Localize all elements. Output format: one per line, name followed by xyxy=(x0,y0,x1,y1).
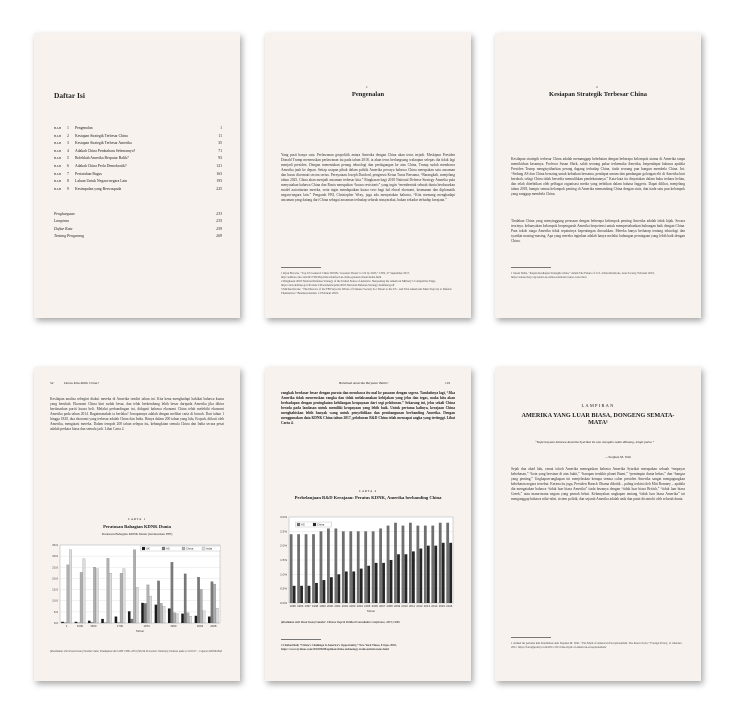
toc-bab-label: BAB xyxy=(54,171,62,176)
bar xyxy=(168,609,170,623)
x-tick-label: 2013 xyxy=(423,604,431,608)
bar xyxy=(397,554,400,603)
page-chart-4 xyxy=(265,367,471,681)
toc-chapter-title: Kesimpulan yang Berwaspada xyxy=(75,186,122,191)
toc-extra-title: Penghargaan xyxy=(54,212,75,216)
bar xyxy=(67,565,69,623)
toc-page-number: 225 xyxy=(216,186,222,191)
epigraph-quote: “Kepercayaan bahawa Amerika Syarikat itu unu mungkin salah dibuang, tetapi palsu.” xyxy=(535,440,655,444)
bar xyxy=(155,605,157,623)
legend-label: AS xyxy=(166,546,170,551)
chapter-body: Yang pasti hanya satu. Perlawanan geopolitik antara Amerika dengan China akan terus terjadi. Meskipun Presiden Donald Trump meneruskan perlawanan itu pada tahun 2018, ia akan terus berlangsung walaupun selepas dia tidak lagi menjadi presiden. Dengan menentukan perang teknologi dan perdagangan ke atas China, Trump sudah membawa Amerika jauh ke depan. Setiap ucapan pihak dalam politik Amerika percaya bahawa China merupakan satu ancaman dan harus dicermati secara serius. Pernyataan Joseph Dunford, pengerusi Ketua Turus Bersama, “Barangkali, menjelang tahun 2025, China akan menjadi ancaman terbesar kita.” Ringkasan bagi 2018 National Defense Strategy Amerika pula menyatakan bahawa China dan Rusia merupakan “kuasa revisionis” yang ingin “membentuk sebuah dunia berdasarkan model autoritarian mereka, serta ingin mendapatkan kuasa veto bagi hal ehwal ekonomi, keamanan dan diplomatik negara-negara lain.” Pengarah FBI, Christopher Wray, juga ada menyatakan bahawa, “Kita memang menghadapi ancaman yang datang dari China sebagai ancaman terhadap seluruh masyarakat, bukan sekadar terhadap kerajaan.” xyxy=(281,153,455,202)
bar xyxy=(211,582,213,623)
bar xyxy=(308,586,311,603)
toc-chapter-number: 2 xyxy=(67,133,69,138)
chart-caption: CARTA 1 xyxy=(127,517,147,521)
bar xyxy=(427,546,430,603)
bar xyxy=(390,560,393,603)
bar xyxy=(375,563,378,603)
bar xyxy=(412,551,415,603)
bar xyxy=(128,611,130,623)
x-tick-label: 2002 xyxy=(341,604,349,608)
page-appendix xyxy=(495,367,701,681)
toc-chapter-title: Kesiapan Strategik Terbesar Amerika xyxy=(75,141,132,146)
toc-entry[interactable] xyxy=(54,140,222,148)
toc-page-number: 71 xyxy=(218,148,222,153)
toc-entry[interactable] xyxy=(54,133,222,141)
toc-title: Daftar Isi xyxy=(54,91,85,100)
toc-bab-label: BAB xyxy=(54,141,62,146)
chart-legend xyxy=(296,522,332,527)
bar xyxy=(297,534,300,603)
chart-source: (disediakan oleh Pusat Insan) Sumber: Chinese Dept & Political Consultative Conference, 2015; CIRS xyxy=(281,621,400,624)
bar xyxy=(387,526,390,603)
bar xyxy=(320,531,323,603)
toc-entry[interactable] xyxy=(54,163,222,171)
y-tick-label: 25.0 xyxy=(52,565,58,570)
footnote-rule xyxy=(281,639,321,640)
bar xyxy=(330,577,333,603)
bar xyxy=(327,528,330,603)
bar xyxy=(93,567,95,623)
legend-label: UK xyxy=(146,546,150,551)
bar xyxy=(197,577,199,623)
bar xyxy=(424,526,427,603)
x-tick-label: 1950 xyxy=(170,624,177,628)
footnotes xyxy=(281,271,455,315)
appendix-title: AMERIKA YANG LUAR BIASA, DONGENG SEMATA-MATA¹ xyxy=(521,412,675,426)
toc-chapter-number: 5 xyxy=(67,156,69,161)
bar xyxy=(446,523,449,603)
toc-chapter-list xyxy=(54,125,222,193)
bar xyxy=(88,621,90,623)
x-tick-label: 2008 xyxy=(210,624,217,628)
footnote-rule xyxy=(281,267,321,268)
bar xyxy=(149,596,151,623)
toc-entry[interactable] xyxy=(54,148,222,156)
page-body: Kesilapan analisa sebegini diakui mereka di Amerika sendiri tahun ini. Kita kena menghadapi hakikat bahawa kuasa yang berubah. Ekonomi China kini sudah besar, dan telah berkembang lebih besar daripada Amerika jika dikira berdasarkan pariti kuasa beli. Melalui perbandingan ini, didapati bahawa ekonomi China telah melebihi ekonomi Amerika pada tahun 2014. Bagaimanakah ia berlaku? Jawapannya adalah dengan melihat carta di bawah. Dari tahun 1 hingga 1820, dua ekonomi yang terbesar adalah China dan India. Hanya dalam 200 tahun yang lalu, Eropah, diikuti oleh Amerika, mengatasi mereka. Dalam tempoh 200 tahun selepas itu, kebangkitan semula China dan India secara pesat adalah perkara biasa dan semula jadi. Lihat Carta 2. xyxy=(50,397,224,431)
toc-page-number: 233 xyxy=(216,212,222,216)
page-body: rangkak berdasar besar dengan purata dan membawa itu mal ke pasaran dengan segera. Tambahnya lagi, “Jika Amerika tidak meneruskan rangka dan tidak melaksanakan kebijakan yang jelas dan tegas, maka kita akan berhadapan dengan peningkatan kehilangan keupayaan dari segi pelaburan.” Sekarang ini, jelas sekali China berada pada landasan untuk memiliki keupayaan yang lebih baik. Untuk pertama kalinya, kerajaan China menghabiskan lebih banyak wang untuk penyelidikan dan pembangunan berbanding Amerika. Dengan menggunakan data KDNK China tahun 2017, pelaburan R&D China telah mencapai angka yang tertinggi. Lihat Carta 4. xyxy=(281,391,455,425)
y-tick-label: 35.0 xyxy=(52,543,58,547)
y-tick-label: 10.0 xyxy=(52,598,58,603)
chapter-number: 1 xyxy=(366,85,368,89)
y-tick-label: 2.5% xyxy=(280,529,287,534)
legend-swatch xyxy=(182,547,185,550)
toc-entry[interactable] xyxy=(54,233,222,240)
legend-label: China xyxy=(317,522,325,527)
chart-subtitle: Peratusan Bahagian KDNK Dunia (berdasarkan PPP) xyxy=(101,532,173,536)
toc-chapter-number: 7 xyxy=(67,171,69,176)
toc-page-number: 121 xyxy=(216,163,222,168)
bar xyxy=(439,523,442,603)
y-tick-label: 0.0% xyxy=(280,601,287,605)
x-tick-label: 2007 xyxy=(379,604,386,608)
toc-extra-title: Daftar Kata xyxy=(54,226,73,231)
bar xyxy=(290,534,293,603)
bar xyxy=(402,526,405,603)
gdp-share-chart xyxy=(34,537,240,637)
x-tick-label: 1870 xyxy=(143,624,150,628)
x-axis-label: Tahun xyxy=(135,629,145,633)
legend-label: China xyxy=(186,546,194,551)
bar xyxy=(131,619,133,623)
y-tick-label: 2.0% xyxy=(280,543,287,548)
bar xyxy=(357,531,360,603)
toc-page-number: 235 xyxy=(216,219,222,224)
x-tick-label: 2012 xyxy=(416,604,423,608)
toc-chapter-number: 1 xyxy=(67,126,69,130)
x-tick-label: 1996 xyxy=(297,604,304,608)
x-tick-label: 2005 xyxy=(364,604,371,608)
chapter-number: 2 xyxy=(596,85,598,89)
bar xyxy=(187,613,189,623)
page-table-of-contents xyxy=(34,33,240,318)
bar xyxy=(419,549,422,603)
bar xyxy=(300,586,303,603)
bar xyxy=(216,608,218,623)
x-tick-label: 2000 xyxy=(326,604,334,608)
x-tick-label: 1999 xyxy=(319,604,326,608)
footnote: 1 Artikel ini pertama kali diterbitkan oleh Stephen M. Walt, “The Myth of American Exceptionalism. The Inner Circle,” Foreign Policy, 11 Oktober 2011, https://foreignpolicy.com/2011/10/11/the-myth-of-american-exceptionalism/ xyxy=(511,641,682,649)
x-tick-label: 1998 xyxy=(311,604,319,608)
bar xyxy=(449,543,452,603)
page-chart-1 xyxy=(34,367,240,681)
chart-title: Peratusan Bahagian KDNK Dunia xyxy=(103,524,171,529)
toc-page-number: 163 xyxy=(216,171,222,176)
y-tick-label: 20.0 xyxy=(52,576,58,581)
bar xyxy=(394,523,397,603)
toc-entry[interactable] xyxy=(54,226,222,233)
x-tick-label: 2010 xyxy=(401,604,408,608)
legend-swatch xyxy=(142,547,145,550)
toc-bab-label: BAB xyxy=(54,163,62,168)
x-tick-label: 2001 xyxy=(334,604,341,608)
chart-source: (disediakan oleh Pusat Insan) Sumber data: Diadaptasi dari IMF 1980–2019 (World Economic Outlook); Diakses pada 2/11/2017 – Cajaran KDNK Bali xyxy=(50,650,223,653)
bar xyxy=(80,572,82,623)
appendix-body: Sejak dua abad lalu, ramai tokoh Amerika menegaskan bahawa Amerika Syarikat merupakan sebuah “empayar kebebasan,” “kota yang bersinar di atas bukit,” “harapan terakhir planet Bumi,” “pemimpin dunia bebas,” dan “bangsa yang penting.” Ungkapan-ungkapan ini menjelaskan kenapa semua calon presiden Amerika sangat mengagungkan kehebatan negara tersebut. Kerana itu juga, Presiden Barack Obama dikritik – paling terkini oleh Mitt Romney – apabila dia mengatakan bahawa “tidak luar biasa Amerika” tiada bezanya dengan “tidak luar biasa British,” “tidak luar biasa Greek,” atau mana-mana negara yang pernah hebat. Kebanyakan ungkapan tentang “tidak luar biasa Amerika” ini menganggap bahawa nilai-nilai, sistem politik, dan sejarah Amerika adalah unik dan patut dicontohi oleh seluruh dunia. xyxy=(511,467,685,501)
toc-page-number: 35 xyxy=(218,141,222,146)
footnote: 1 Susan Shirk, “Kajian Kesilapan Strategik China,” dalam The Future of U.S.-China Relations, Asia Society, Februari 2019, https://asiasociety.org/center-us-china-relations/course-correction xyxy=(511,271,655,279)
toc-extra-list xyxy=(54,211,222,241)
chapter-body: Tindakan China yang menyinggung perasaan dengan beberapa kelompok penting Amerika adalah tidak bijak. Secara teorinya, kebanyakan kelompok berpengaruh Amerika berpotensi untuk mempertahankan hubungan baik dengan China. Para tokoh niaga Amerika tidak sepatutnya kepentingan dirosakkan. Mereka hanya berharap tentang teknologi dan syarikat masing-masing. Apa yang mereka inginkan adalah hanya melalui hubungan perniagaan yang lebih baik dengan China. xyxy=(511,219,685,243)
x-tick-label: 2015 xyxy=(438,604,445,608)
toc-entry[interactable] xyxy=(54,186,222,194)
toc-chapter-title: Bolehkah Amerika Berputar Balik? xyxy=(75,156,129,161)
bar xyxy=(334,528,337,603)
toc-bab-label: BAB xyxy=(54,148,62,153)
toc-extra-title: Tentang Pengarang xyxy=(54,234,84,239)
bar xyxy=(115,617,117,623)
bar xyxy=(416,526,419,603)
running-head: Dunia Kita Milik China? xyxy=(64,381,100,385)
footnote: 21 Rafael Reif, “China’s Challenge Is America’s Opportunity,” New York Times, 8 Ogos 2018, https://www.nytimes.com/2018/08/08/opinion/china-technology-trade-united-states.html xyxy=(281,643,397,651)
toc-chapter-number: 4 xyxy=(67,148,69,153)
x-tick-label: 2003 xyxy=(349,604,356,608)
bar xyxy=(91,622,93,623)
bar xyxy=(372,531,375,603)
bar xyxy=(181,614,183,623)
bar xyxy=(379,528,382,603)
running-head: Bolehkah Amerika Berputar Balik? xyxy=(339,381,389,385)
bar xyxy=(345,571,348,603)
x-tick-label: 1995 xyxy=(289,604,296,608)
y-tick-label: 15.0 xyxy=(52,587,58,592)
x-tick-label: 2006 xyxy=(371,604,378,608)
bar xyxy=(434,546,437,603)
bar xyxy=(107,558,109,623)
bar xyxy=(442,543,445,603)
bar xyxy=(173,613,175,623)
bar xyxy=(144,603,146,623)
x-tick-label: 1500 xyxy=(90,624,97,628)
toc-entry[interactable] xyxy=(54,211,222,218)
footnote-rule xyxy=(511,267,551,268)
y-tick-label: 1.0% xyxy=(280,572,287,577)
bar xyxy=(133,550,135,623)
y-tick-label: 0.0 xyxy=(53,621,58,625)
toc-chapter-title: Pertaruhan Bagus xyxy=(75,171,102,176)
chapter-body: Kesilapan strategik terbesar China adalah memanggap kehebatan dengan beberapa kelompok utama di Amerika tanpa memikirkan kesannya. Profesor Susan Shirk, salah seorang pakar terkemuka Amerika, berpendapat bahawa apabila Presiden Trump mengisytiharkan perang dagang terhadap China, tiada seorang pun bangun membela China. Ini: “Sedang AS dan China bersaing untuk kebaikan bersama, pendapat umum dan pandangan golongan elit di Amerika kini berubah, selagi China tidak bersedia memulihkan pendekatannya.” Kata-kata itu dinyatakan dalam buku terbaru beliau, dan telah diterbitkan oleh pelbagai organisasi media yang terbitkan dalam bahasa Inggeris. Dapat dilihat, menjelang tahun 2018, hampir semua kelompok penting di Amerika memandang China dengan sinis, dan tiada satu pun kelompok yang sanggup membela China. xyxy=(511,157,685,196)
x-tick-label: 2003 xyxy=(196,624,204,628)
toc-chapter-title: Adakah China Perlu Demokratik? xyxy=(75,163,127,168)
bar xyxy=(208,617,210,623)
bar xyxy=(367,566,370,603)
toc-page-number: 259 xyxy=(216,226,222,231)
x-tick-label: 1997 xyxy=(304,604,311,608)
bar xyxy=(136,587,138,623)
page-number: 52 xyxy=(50,381,54,385)
toc-extra-title: Lampiran xyxy=(54,219,69,224)
x-tick-label: 1000 xyxy=(76,624,84,628)
bar xyxy=(61,622,63,623)
toc-page-number: 193 xyxy=(216,179,222,184)
x-tick-label: 2011 xyxy=(408,604,416,608)
bar xyxy=(315,583,318,603)
bar xyxy=(382,563,385,603)
legend-label: AS xyxy=(301,522,305,527)
bar xyxy=(184,574,186,623)
bar xyxy=(312,534,315,603)
toc-bab-label: BAB xyxy=(54,126,62,130)
footnote: 3 Michael Kranz, “The Director of the FBI Says the Whole of Chinese Society Is a Threat to the US - and That Americans Must Step Up to Defend Themselves,” Business Insider, 13 Februari 2018. xyxy=(281,287,452,295)
bar xyxy=(342,531,345,603)
bar xyxy=(293,586,296,603)
page-number: 119 xyxy=(445,381,451,385)
page-chapter-2 xyxy=(495,33,701,318)
bar xyxy=(163,606,165,623)
toc-entry[interactable] xyxy=(54,125,222,133)
footnote: 2 Ringkasan 2018 National Defense Strategy of the United States of America: Sharpening the American Military’s Competitive Edge, https://dod.defense.gov/Portals/1/Documents/pubs/2018-National-Defense-Strategy-Summary.pdf xyxy=(281,279,436,287)
y-tick-label: 1.5% xyxy=(280,558,287,562)
bar xyxy=(189,616,191,623)
toc-chapter-number: 3 xyxy=(67,141,69,146)
chapter-title: Pengenalan xyxy=(351,91,385,98)
toc-entry[interactable] xyxy=(54,155,222,163)
bar xyxy=(157,581,159,623)
toc-page-number: 93 xyxy=(218,156,222,161)
legend-swatch xyxy=(162,547,165,550)
bar xyxy=(75,622,77,623)
bar xyxy=(213,584,215,623)
y-tick-label: 0.5% xyxy=(280,586,287,591)
toc-bab-label: BAB xyxy=(54,186,62,191)
chapter-title: Kesiapan Strategik Terbesar China xyxy=(549,91,647,98)
bar xyxy=(405,554,408,603)
toc-chapter-title: Kesiapan Strategik Terbesar China xyxy=(75,133,128,138)
toc-bab-label: BAB xyxy=(54,156,62,161)
x-axis-label: Tahun xyxy=(366,609,376,613)
chart-legend xyxy=(141,546,221,551)
footnote-rule xyxy=(511,637,551,638)
rnd-spending-chart xyxy=(265,509,471,619)
legend-label: India xyxy=(206,546,213,551)
epigraph-author: —Stephen M. Walt xyxy=(605,455,632,459)
bar xyxy=(123,569,125,623)
x-tick-label: 2004 xyxy=(356,604,363,608)
bar xyxy=(349,531,352,603)
y-tick-label: 30.0 xyxy=(52,554,58,559)
y-tick-label: 3.0% xyxy=(280,515,287,519)
toc-chapter-number: 8 xyxy=(67,179,69,184)
bar xyxy=(203,611,205,623)
bar xyxy=(364,531,367,603)
toc-chapter-number: 6 xyxy=(67,163,69,168)
bar xyxy=(360,569,363,603)
bar xyxy=(337,574,340,603)
toc-chapter-title: Pengenalan xyxy=(75,126,93,130)
toc-entry[interactable] xyxy=(54,218,222,225)
bar xyxy=(96,569,98,623)
bar xyxy=(101,619,103,623)
bar xyxy=(195,616,197,623)
x-tick-label: 1 xyxy=(65,624,68,628)
chart-caption: CARTA 4 xyxy=(358,489,378,493)
x-tick-label: 2014 xyxy=(431,604,438,608)
bar xyxy=(352,571,355,603)
toc-entry[interactable] xyxy=(54,178,222,186)
toc-chapter-number: 9 xyxy=(67,186,69,191)
x-tick-label: 2009 xyxy=(393,604,401,608)
toc-entry[interactable] xyxy=(54,171,222,179)
bar xyxy=(176,614,178,623)
bar xyxy=(109,573,111,623)
legend-swatch xyxy=(297,523,300,526)
bar xyxy=(431,526,434,603)
toc-page-number: 1 xyxy=(220,126,222,130)
toc-page-number: 11 xyxy=(218,133,222,138)
x-tick-label: 1700 xyxy=(116,624,124,628)
y-tick-label: 5.0 xyxy=(53,609,58,614)
toc-chapter-title: Adakah China Pembaharu Sebenarnya? xyxy=(75,148,136,153)
x-tick-label: 2008 xyxy=(386,604,393,608)
bar xyxy=(141,603,143,623)
toc-page-number: 269 xyxy=(216,234,222,239)
bar xyxy=(200,589,202,623)
bar xyxy=(147,585,149,623)
toc-bab-label: BAB xyxy=(54,133,62,138)
appendix-label: LAMPIRAN xyxy=(581,403,615,408)
bar xyxy=(160,603,162,623)
legend-swatch xyxy=(313,523,316,526)
footnote: 1 Ryan Browne, “Top US General: China Will Be ‘Greatest Threat’ to US by 2025,” CNN, 27 September 2017, http://edition.cnn.com/2017/09/26/politics/dunford-us-china-greatest-threat/index.html xyxy=(281,271,410,279)
bar xyxy=(69,550,71,623)
bar xyxy=(120,573,122,623)
toc-chapter-title: Laluan Untuk Negara-negara Lain xyxy=(75,179,128,184)
legend-swatch xyxy=(202,547,205,550)
bar xyxy=(305,534,308,603)
bar xyxy=(83,559,85,623)
bar xyxy=(409,523,412,603)
x-tick-label: 2016 xyxy=(446,604,453,608)
bar xyxy=(171,562,173,623)
page-chapter-1 xyxy=(265,33,471,318)
chart-title: Perbelanjaan R&D Kerajaan: Peratus KDNK, Amerika berbanding China xyxy=(294,495,442,500)
bar xyxy=(323,580,326,603)
toc-bab-label: BAB xyxy=(54,179,62,184)
